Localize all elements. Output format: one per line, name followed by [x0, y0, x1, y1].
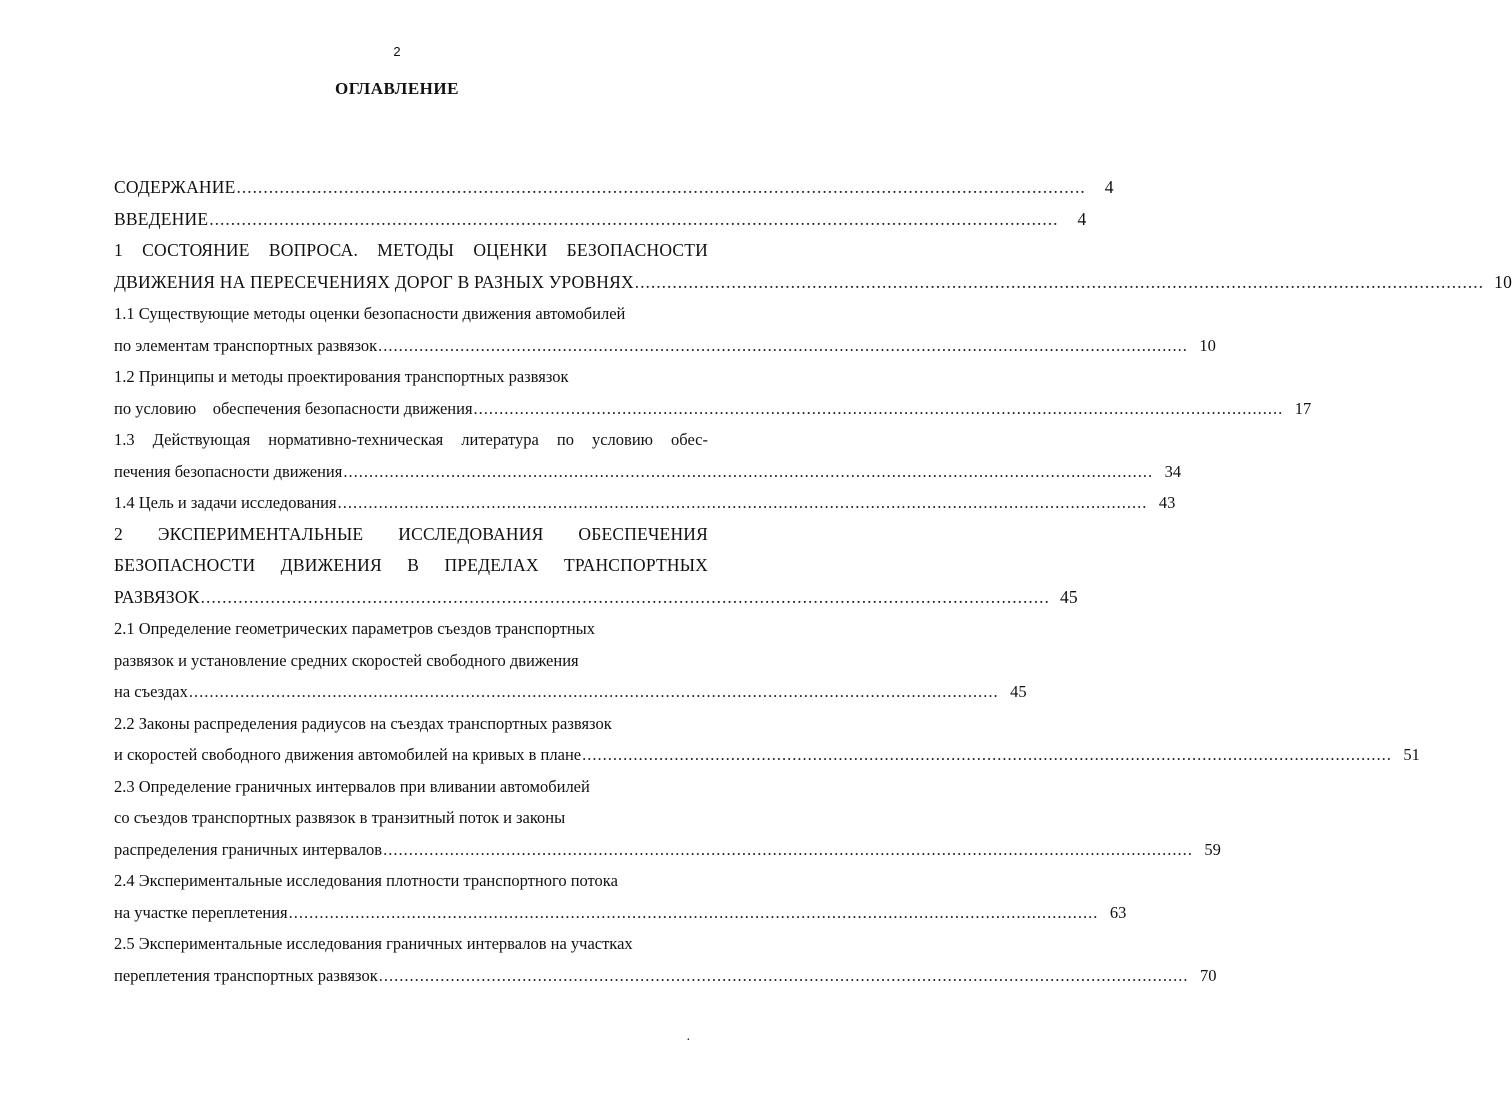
toc-entry-text: распределения граничных интервалов	[114, 839, 383, 859]
dot-leader: ..............................................................................................................................................................	[378, 965, 1189, 985]
toc-entry-text: 1.2 Принципы и методы проектирования транспортных развязок	[114, 367, 569, 386]
toc-entry-text: со съездов транспортных развязок в транзитный поток и законы	[114, 808, 566, 827]
dot-leader: ..............................................................................................................................................................	[236, 177, 1086, 197]
toc-entry-text: 2.2 Законы распределения радиусов на съездах транспортных развязок	[114, 713, 612, 733]
toc-entry-section-1-2[interactable]	[114, 361, 1312, 424]
toc-entry-text: развязок и установление средних скоростей свободного движения	[114, 650, 579, 670]
toc-entry-text: печения безопасности движения	[114, 461, 343, 481]
toc-entry-text: 1.3 Действующая нормативно-техническая литература по условию обес-	[114, 430, 708, 449]
page-number: 2	[393, 44, 401, 59]
toc-entry-text: ДВИЖЕНИЯ НА ПЕРЕСЕЧЕНИЯХ ДОРОГ В РАЗНЫХ УРОВНЯХ	[114, 271, 634, 292]
toc-entry-text: ВВЕДЕНИЕ	[114, 208, 209, 229]
toc-entry-section-2-4[interactable]	[114, 865, 1127, 928]
toc-page-number: 4	[1104, 177, 1114, 197]
table-of-contents	[114, 172, 1512, 991]
toc-entry-text: 1 СОСТОЯНИЕ ВОПРОСА. МЕТОДЫ ОЦЕНКИ БЕЗОПАСНОСТИ	[114, 240, 708, 260]
dot-leader: ..............................................................................................................................................................	[188, 682, 999, 701]
toc-entry-section-2-5[interactable]	[114, 928, 1217, 991]
toc-page-number: 45	[1010, 682, 1027, 701]
toc-entry-section-1-3[interactable]	[114, 424, 1182, 487]
toc-entry-text: 2.3 Определение граничных интервалов при вливании автомобилей	[114, 776, 590, 796]
dot-leader: ..............................................................................................................................................................	[634, 271, 1485, 292]
toc-entry-text: и скоростей свободного движения автомобилей на кривых в плане	[114, 745, 582, 764]
toc-page-number: 10	[1199, 335, 1216, 355]
toc-entry-text: 1.1 Существующие методы оценки безопасности движения автомобилей	[114, 304, 626, 323]
toc-entry-text: по условию обеспечения безопасности движения	[114, 398, 473, 418]
toc-entry-text: на участке переплетения	[114, 902, 288, 922]
toc-entry-text: по элементам транспортных развязок	[114, 335, 378, 355]
dot-leader: ..............................................................................................................................................................	[343, 461, 1154, 481]
toc-entry-text: переплетения транспортных развязок	[114, 965, 378, 985]
toc-entry-section-2-1[interactable]	[114, 613, 1027, 708]
toc-entry-text: БЕЗОПАСНОСТИ ДВИЖЕНИЯ В ПРЕДЕЛАХ ТРАНСПОРТНЫХ	[114, 555, 708, 575]
toc-entry-section-2-2[interactable]	[114, 708, 1420, 771]
toc-page-number: 43	[1158, 493, 1176, 512]
toc-page-number: 10	[1494, 271, 1512, 292]
toc-entry-text: РАЗВЯЗОК	[114, 586, 200, 607]
page-title: ОГЛАВЛЕНИЕ	[335, 79, 459, 98]
toc-entry-introduction[interactable]	[114, 204, 1087, 236]
toc-entry-section-1-4[interactable]	[114, 487, 1176, 519]
toc-entry-text: 2 ЭКСПЕРИМЕНТАЛЬНЫЕ ИССЛЕДОВАНИЯ ОБЕСПЕЧЕНИЯ	[114, 523, 708, 544]
toc-entry-text: 2.5 Экспериментальные исследования граничных интервалов на участках	[114, 934, 633, 953]
scan-artifact-dot: ·	[686, 1033, 691, 1048]
dot-leader: ..............................................................................................................................................................	[473, 398, 1284, 418]
dot-leader: ..............................................................................................................................................................	[378, 335, 1188, 355]
toc-page-number: 17	[1294, 398, 1312, 418]
dot-leader: ..............................................................................................................................................................	[209, 208, 1059, 229]
toc-entry-text: 2.1 Определение геометрических параметров съездов транспортных	[114, 619, 595, 638]
toc-entry-text: 2.4 Экспериментальные исследования плотности транспортного потока	[114, 871, 618, 890]
toc-entry-text: СОДЕРЖАНИЕ	[114, 177, 236, 197]
dot-leader: ..............................................................................................................................................................	[582, 745, 1392, 764]
toc-entry-chapter-1[interactable]	[114, 235, 1512, 298]
toc-page-number: 4	[1077, 208, 1087, 229]
toc-entry-text: 1.4 Цель и задачи исследования	[114, 493, 337, 512]
dot-leader: ..............................................................................................................................................................	[383, 839, 1193, 859]
toc-entry-chapter-2[interactable]	[114, 519, 1078, 614]
toc-entry-section-1-1[interactable]	[114, 298, 1216, 361]
toc-entry-contents[interactable]	[114, 172, 1114, 204]
toc-page-number: 63	[1109, 902, 1127, 922]
toc-page-number: 59	[1204, 839, 1221, 859]
toc-entry-text: на съездах	[114, 682, 188, 701]
toc-entry-section-2-3[interactable]	[114, 771, 1221, 866]
toc-page-number: 45	[1059, 586, 1078, 607]
toc-page-number: 34	[1164, 461, 1182, 481]
toc-page-number: 70	[1199, 965, 1217, 985]
dot-leader: ..............................................................................................................................................................	[200, 586, 1050, 607]
dot-leader: ..............................................................................................................................................................	[337, 493, 1148, 512]
dot-leader: ..............................................................................................................................................................	[288, 902, 1099, 922]
toc-page-number: 51	[1403, 745, 1420, 764]
